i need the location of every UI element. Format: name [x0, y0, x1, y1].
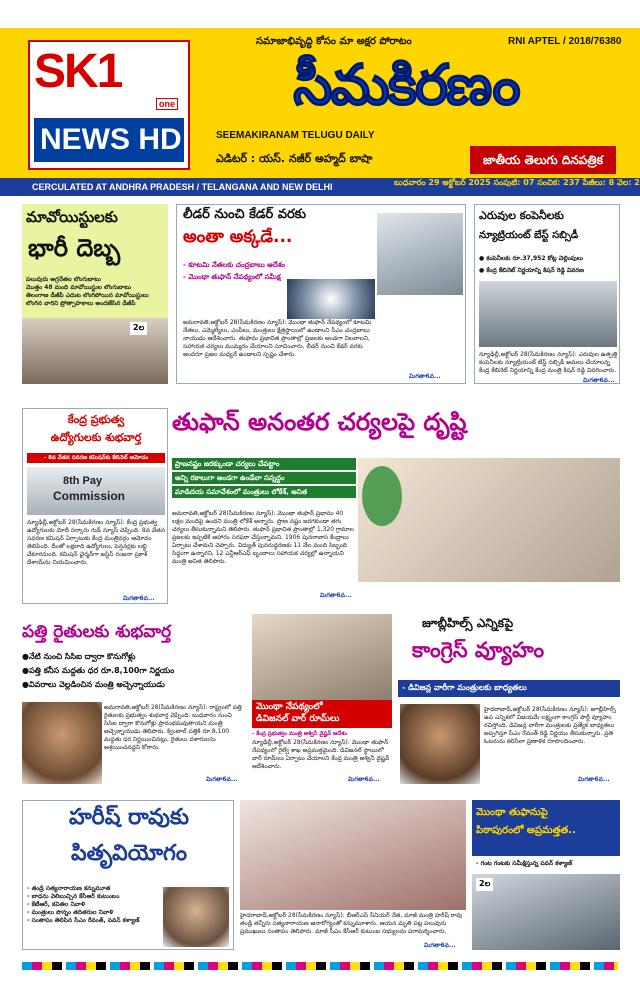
cyclone-minister-photo: [358, 458, 620, 582]
urea-more-link[interactable]: మిగతా6వ...: [583, 377, 615, 384]
list-item: [172, 458, 356, 470]
cyclone-body-text: అమరావతి,అక్టోబర్ 28(సీమకిరణం న్యూస్): మొంథా తుఫాన్ ప్రభావం 40 లక్షల మందిపై ఉందని మంత్రి లోకేశ్ అన్నారు. ప్రాణ నష్టం జరగకుండా తగు చర్యలు తీసుకున్నామని తెలిపారు. తుఫాన్ ప్రభావిత ప్రాంతాల్లో 1,320 గ్రామాల ప్రజలకు ఇప్పటికే ఆహారం సరఫరా చేస్తున్నామని, 1906 పునరావాస కేంద్రాలు ఏర్పాటు చేశామని చెప్పారు. విద్యుత్ పునరుద్ధరణకు 11 వేల మంది సిబ్బంది సిద్ధంగా ఉన్నారని, 12 ఎన్డీఆర్ఎఫ్ బృందాలు సహాయక చర్యల్లో ఉన్నాయని మంత్రి అనిత తెలిపారు.: [172, 510, 354, 565]
pawan-photo: [472, 874, 620, 950]
list-item: ●పత్తి కనీస మద్దతు ధర రూ.8,100గా నిర్ణయం: [22, 666, 175, 675]
page-badge: 2ల: [130, 322, 147, 335]
page-badge: 2ల: [476, 878, 493, 891]
list-item: మొత్తం 48 మంది మావోయిస్టుల లొంగుబాటు: [26, 284, 132, 291]
cyclone-bullets: [172, 458, 356, 508]
list-item: - మంత్రులు పొన్నం తదితరుల నివాళి: [27, 909, 114, 916]
story-jubilee: [398, 614, 620, 786]
story-pawan: [472, 800, 620, 950]
logo-bottom-text: NEWS HD: [34, 118, 184, 162]
urea-headline-1: ఎరువుల కంపెనీలకు: [479, 209, 564, 222]
harish-headline-2: పితృవియోగం: [70, 841, 188, 866]
logo-one-text: one: [156, 98, 178, 110]
jubilee-headline-1: జూబ్లీహిల్స్ ఎన్నికపై: [422, 616, 514, 630]
story-leader: [176, 204, 466, 384]
maoist-bullet-list: [26, 276, 166, 308]
urea-headline-2: న్యూట్రియంట్ బేస్ట్ సబ్సిడీ: [479, 230, 579, 241]
warroom-caption-2: డివిజనల్ వార్ రూమ్‌లు: [256, 714, 340, 724]
warroom-photo: [252, 614, 392, 700]
pawan-headline-2: పిఠాపురంలో అప్రమత్తత..: [476, 825, 576, 836]
urea-bullet-2: ● కేంద్ర కేబినెట్ నిర్ణయాన్ని కిషన్ రెడ్డి వివరణ: [479, 267, 584, 274]
pay-headline-1: కేంద్ర ప్రభుత్వ: [67, 413, 125, 426]
rni-number: RNI APTEL / 2018/76380: [508, 36, 622, 47]
ap-emblem-icon: [362, 466, 402, 526]
urea-photo: [479, 281, 617, 347]
list-item: - కేటీఆర్, కవితల నివాళి: [27, 901, 86, 908]
logo-top-text: SK1: [34, 45, 122, 98]
list-item: ●వివరాలు వెల్లడించిన మంత్రి అచ్చెన్నాయుడు: [22, 680, 165, 689]
urea-body-text: న్యూఢిల్లీ,అక్టోబర్ 28(సీమకిరణం న్యూస్): ఎరువుల ఉత్పత్తి కంపెనీలకు న్యూట్రియంట్ బేస్ట్ సబ్సిడీ అమలు చేయాలన్న కేంద్ర కేబినెట్ నిర్ణయాన్ని కేంద్ర మంత్రి కిషన్ రెడ్డి వివరించారు.: [479, 351, 618, 374]
daily-label: జాతీయ తెలుగు దినపత్రిక: [470, 146, 616, 174]
warroom-more-link[interactable]: మిగతా6వ...: [348, 776, 380, 783]
channel-logo: [28, 40, 190, 170]
list-item: లొంగిన వారిని ప్రోత్సాహకాలు అందజేసిన డీజీపీ: [26, 300, 136, 307]
paper-title: సీమకిరణం: [293, 53, 519, 118]
leader-headline-2: అంతా అక్కడే...: [183, 227, 293, 247]
urea-bullet-1: ● కంపెనీలకు రూ.37,952 కోట్ల చెల్లింపులు: [479, 255, 584, 262]
pawan-head-box: [472, 800, 620, 856]
circulation-strip: [0, 178, 640, 196]
story-pay-commission: [22, 408, 168, 604]
warroom-body-text: న్యూఢిల్లీ,అక్టోబర్ 28(సీమకిరణం న్యూస్): మొంథా తుఫాన్ నేపథ్యంలో రైల్వే శాఖ అప్రమత్తమైంది. డివిజనల్ స్థాయిలో వార్ రూమ్‌లు ఏర్పాటు చేయాలని కేంద్ర మంత్రి అశ్వినీ వైష్ణవ్ ఆదేశించారు.: [252, 739, 390, 770]
pay-more-link[interactable]: మిగతా6వ...: [123, 595, 155, 602]
harish-bullets: [27, 885, 157, 925]
list-item: - తండ్రి సత్యనారాయణ కన్నుమూత: [27, 885, 111, 892]
warroom-caption: [252, 700, 392, 728]
leader-sub-2: - మొంథా తుఫాన్ నేపథ్యంలో సమీక్ష: [183, 273, 281, 281]
harish-tribute-photo: [240, 800, 466, 910]
list-item: ●నేటి నుంచి సిసిఐ ద్వారా కొనుగోళ్లు: [22, 652, 136, 661]
list-item: - సంతాపం తెలిపిన సీఎం రేవంత్, పవన్ కళ్యాణ్: [27, 917, 140, 924]
jubilee-more-link[interactable]: మిగతా6వ...: [578, 776, 610, 783]
paper-english-name: SEEMAKIRANAM TELUGU DAILY: [216, 130, 375, 141]
print-color-strip: [22, 962, 618, 970]
circulation-text: CERCULATED AT ANDHRA PRADESH / TELANGANA AND NEW DELHI: [32, 182, 333, 192]
jubilee-sub: - డివిజన్ల వారీగా మంత్రులకు బాధ్యతలు: [398, 680, 620, 697]
graphic-line-2: Commission: [53, 489, 126, 503]
list-item: తెలంగాణ డీజీపీ ఎదుట లొంగిపోయిన మావోయిస్టులు: [26, 292, 149, 299]
cotton-body-text: అమరావతి,అక్టోబర్ 28(సీమకిరణం న్యూస్): రాష్ట్రంలో పత్తి రైతులకు ప్రభుత్వం శుభవార్త చెప్పింది. బుధవారం నుంచి సిసిఐ ద్వారా కొనుగోళ్లు ప్రారంభమవుతాయని మంత్రి అచ్చెన్నాయుడు తెలిపారు. క్వింటాల్ పత్తికి రూ.8,100 మద్దతు ధర నిర్ణయించినట్లు, రైతులు దళారులను ఆశ్రయించవద్దని కోరారు.: [104, 704, 242, 751]
list-item-text: ప్రాణనష్టం జరక్కుండా చర్యలు చేపట్టాం: [175, 460, 280, 468]
leader-meeting-photo: [377, 213, 463, 295]
pawan-sub: - గంట గంటకు సమీక్షిస్తున్న పవన్ కళ్యాణ్: [476, 860, 573, 867]
pay-commission-graphic: [27, 467, 165, 515]
story-urea: [474, 204, 620, 384]
pawan-headline-1: మొంథా తుఫానుపై: [476, 807, 548, 818]
story-harish: [22, 800, 234, 950]
cyclone-main-headline: తుఫాన్ అనంతర చర్యలపై దృష్టి: [172, 408, 467, 436]
list-item: - బాధను వెలిబుచ్చిన కేసీఆర్ కుటుంబం: [27, 893, 120, 900]
list-item: [172, 472, 356, 484]
pay-headline-2: ఉద్యోగులకు శుభవార్త: [50, 431, 142, 444]
graphic-line-1: 8th Pay: [63, 475, 103, 487]
story-warroom: [252, 700, 392, 786]
jubilee-body-text: హైదరాబాద్,అక్టోబర్ 28(సీమకిరణం న్యూస్): జూబ్లీహిల్స్ ఉప ఎన్నికలో విజయమే లక్ష్యంగా కాంగ్రెస్ పార్టీ వ్యూహం రచిస్తోంది. డివిజన్ల వారీగా మంత్రులకు ప్రత్యేక బాధ్యతలు అప్పగిస్తూ సీఎం రేవంత్ రెడ్డి నిర్ణయం తీసుకున్నారు. ప్రతి ఓటరును కలిసేలా ప్రణాళిక రూపొందించారు.: [484, 706, 616, 745]
cotton-bullets: [22, 650, 242, 698]
maoist-photo: [22, 318, 168, 384]
jubilee-headline-2: కాంగ్రెస్ వ్యూహం: [412, 638, 545, 662]
list-item-text: మాడిదయ సమావేశంలో మంత్రులు లోకేశ్, అనిత: [175, 488, 308, 496]
pay-sub: - 8వ వేతన సవరణ కమిషన్‌కు కేబినెట్ ఆమోదం: [27, 453, 165, 463]
cotton-more-link[interactable]: మిగతా6వ...: [206, 776, 238, 783]
pay-body-text: న్యూఢిల్లీ,అక్టోబర్ 28(సీమకిరణం న్యూస్): కేంద్ర ప్రభుత్వ ఉద్యోగులకు మోదీ సర్కారు గుడ్ న్యూస్ చెప్పింది. 8వ వేతన సవరణ కమిషన్ ఏర్పాటుకు కేంద్ర మంత్రివర్గం ఆమోదం తెలిపింది. దీంతో లక్షలాది ఉద్యోగులు, పెన్షనర్లకు లబ్ధి చేకూరనుంది. కమిషన్ ఛైర్మన్‌గా జస్టిస్ రంజనా ప్రకాశ్ దేశాయ్‌ను నియమించారు.: [27, 519, 166, 566]
list-item: [172, 486, 356, 498]
leader-more-link[interactable]: మిగతా6వ...: [409, 373, 441, 380]
harish-more-link[interactable]: మిగతా6వ...: [424, 942, 456, 949]
cyclone-satellite-image: [287, 279, 375, 319]
harish-body-text: హైదరాబాద్,అక్టోబర్ 28(సీమకిరణం న్యూస్): బీఆర్ఎస్ సీనియర్ నేత, మాజీ మంత్రి హరీష్ రావు తండ్రి తన్నీరు సత్యనారాయణ అనారోగ్యంతో కన్నుమూశారు. ఆయన మృతి పట్ల పలువురు ప్రముఖులు సంతాపం తెలిపారు. మాజీ సీఎం కేసీఆర్ కుటుంబ సభ్యులను పరామర్శించారు.: [240, 912, 463, 935]
masthead-tagline: సమాజాభివృద్ధి కోసం మా అక్షర పోరాటం: [256, 36, 412, 47]
editor-line: ఎడిటర్ : యస్. నజీర్ అహ్మద్ బాషా: [216, 152, 373, 165]
harish-headline-1: హరీష్ రావుకు: [68, 805, 190, 830]
leader-headline-1: లీడర్ నుంచి కేడర్ వరకు: [183, 207, 306, 222]
warroom-sub: - కేంద్ర ప్రభుత్వం మంత్రి అశ్వినీ వైష్ణవ్ ఆదేశం: [252, 731, 348, 737]
cotton-minister-photo: [22, 702, 102, 784]
leader-body-text: అమరావతి,అక్టోబర్ 28(సీమకిరణం న్యూస్): మొంథా తుఫాన్ నేపథ్యంలో కూటమి నేతలు, ఎమ్మెల్యేలు, ఎంపీలు, మంత్రులు క్షేత్రస్థాయిలో ఉండాలని సీఎం చంద్రబాబు నాయుడు ఆదేశించారు. తుఫాను ప్రభావిత ప్రాంతాల్లో ప్రజలకు అండగా నిలవాలని, సహాయక చర్యలు ముమ్మరం చేయాలని సూచించారు. లీడర్ నుంచి కేడర్ వరకు అందరూ ప్రజల మధ్యనే ఉండాలని స్పష్టం చేశారు.: [183, 319, 372, 358]
cyclone-more-link[interactable]: మిగతా6వ...: [320, 592, 352, 599]
maoist-headline-2: భారీ దెబ్బ: [28, 234, 121, 262]
list-item: పలువురు అగ్రనేతల లొంగుబాటు: [26, 276, 101, 283]
jubilee-cm-photo: [400, 704, 480, 784]
cotton-headline: పత్తి రైతులకు శుభవార్త: [22, 622, 172, 642]
warroom-caption-1: మొంథా నేపథ్యంలో: [256, 702, 323, 712]
date-line: బుధవారం 29 అక్టోబర్ 2025 సంపుటి: 07 సంచిక: 237 పేజీలు: 8 వెల: 2: [394, 178, 640, 187]
maoist-headline-1: మావోయిస్టులకు: [26, 208, 118, 226]
leader-sub-1: - కూటమి నేతలకు చంద్రబాబు ఆదేశం: [183, 261, 286, 269]
harish-father-photo: [163, 887, 229, 947]
list-item-text: అన్ని రకాలుగా అండగా ఉండేలా సన్నద్ధం: [175, 474, 285, 482]
